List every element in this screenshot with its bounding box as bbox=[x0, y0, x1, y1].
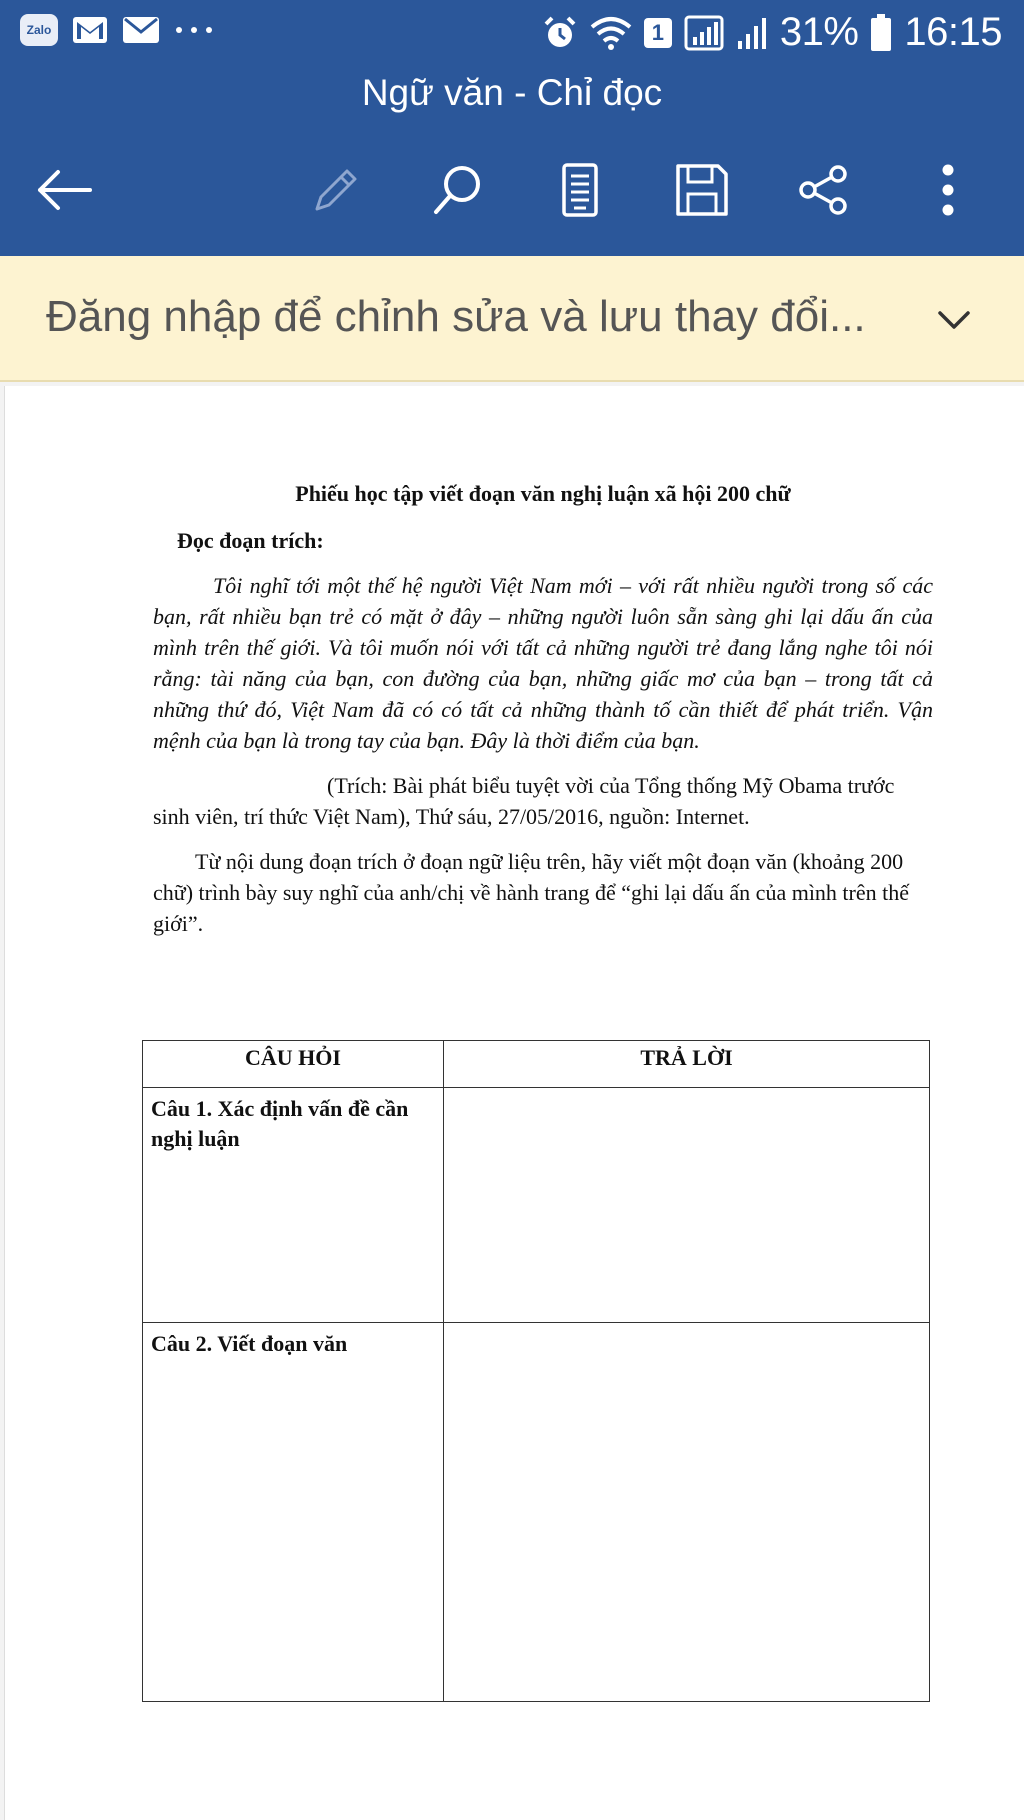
sign-in-banner[interactable] bbox=[0, 256, 1024, 382]
back-arrow-icon bbox=[36, 168, 92, 212]
table-row bbox=[143, 1088, 930, 1322]
clock: 16:15 bbox=[904, 10, 1002, 54]
answer-cell bbox=[444, 1088, 930, 1322]
status-bar bbox=[0, 0, 1024, 64]
writing-prompt: Từ nội dung đoạn trích ở đoạn ngữ liệu trên, hãy viết một đoạn văn (khoảng 200 chữ) trình bày suy nghĩ của anh/chị về hành trang để “ghi lại dấu ấn của mình trên thế giới”. bbox=[153, 849, 910, 936]
notification-icons bbox=[20, 14, 214, 46]
more-vertical-icon bbox=[940, 163, 956, 217]
mail-icon bbox=[122, 16, 160, 44]
share-button[interactable] bbox=[784, 150, 864, 230]
search-button[interactable] bbox=[418, 150, 498, 230]
excerpt-paragraph: Tôi nghĩ tới một thế hệ người Việt Nam mới – với rất nhiều người trong số các bạn, rất nhiều bạn trẻ có mặt ở đây – những người luôn sẵn sàng ghi lại dấu ấn của mình trên thế giới. Và tôi muốn nói với tất cả những người trẻ đang lắng nghe tôi nói rằng: tài năng của bạn, con đường của bạn, những giấc mơ của bạn – trong tất cả những thứ đó, Việt Nam đã có có tất cả những thành tố cần thiết để phát triển. Vận mệnh của bạn là trong tay của bạn. Đây là thời điểm của bạn. bbox=[153, 573, 933, 753]
battery-icon bbox=[870, 14, 892, 52]
table-row bbox=[143, 1322, 930, 1701]
sim-slot-badge: 1 bbox=[644, 18, 672, 48]
app-header bbox=[0, 0, 1024, 256]
signal-sim2-icon bbox=[736, 15, 768, 51]
question-cell: Câu 2. Viết đoạn văn bbox=[143, 1322, 444, 1701]
wifi-icon bbox=[590, 15, 632, 51]
more-dots-icon bbox=[174, 24, 214, 36]
save-button[interactable] bbox=[662, 150, 742, 230]
edit-pencil-icon bbox=[309, 163, 363, 217]
document-body bbox=[153, 478, 933, 939]
toolbar bbox=[0, 150, 1024, 230]
system-status bbox=[542, 10, 1002, 55]
worksheet-title: Phiếu học tập viết đoạn văn nghị luận xã hội 200 chữ bbox=[295, 481, 791, 506]
column-header-answer: TRẢ LỜI bbox=[444, 1041, 930, 1088]
sign-in-banner-text[interactable]: Đăng nhập để chỉnh sửa và lưu thay đổi... bbox=[46, 292, 866, 341]
excerpt-heading: Đọc đoạn trích: bbox=[177, 528, 324, 553]
column-header-question: CÂU HỎI bbox=[143, 1041, 444, 1088]
alarm-icon bbox=[542, 15, 578, 51]
signal-sim1-icon bbox=[684, 15, 724, 51]
back-button[interactable] bbox=[24, 150, 104, 230]
excerpt-source: (Trích: Bài phát biểu tuyệt vời của Tổng thống Mỹ Obama trước sinh viên, trí thức Việt Nam), Thứ sáu, 27/05/2016, nguồn: Internet. bbox=[153, 773, 895, 829]
question-answer-table bbox=[142, 1040, 930, 1702]
document-page bbox=[4, 386, 1024, 1820]
document-title: Ngữ văn - Chỉ đọc bbox=[361, 72, 663, 113]
edit-button[interactable] bbox=[296, 150, 376, 230]
gmail-icon bbox=[72, 16, 108, 44]
share-icon bbox=[796, 162, 852, 218]
search-icon bbox=[430, 162, 486, 218]
question-cell: Câu 1. Xác định vấn đề cần nghị luận bbox=[143, 1088, 444, 1322]
reading-view-button[interactable] bbox=[540, 150, 620, 230]
reading-view-icon bbox=[560, 162, 600, 218]
answer-cell bbox=[444, 1322, 930, 1701]
table-header-row bbox=[143, 1041, 930, 1088]
save-icon bbox=[674, 162, 730, 218]
more-options-button[interactable] bbox=[908, 150, 988, 230]
zalo-icon: Zalo bbox=[20, 14, 58, 46]
chevron-down-icon[interactable] bbox=[930, 296, 978, 344]
battery-percent: 31% bbox=[779, 10, 859, 54]
